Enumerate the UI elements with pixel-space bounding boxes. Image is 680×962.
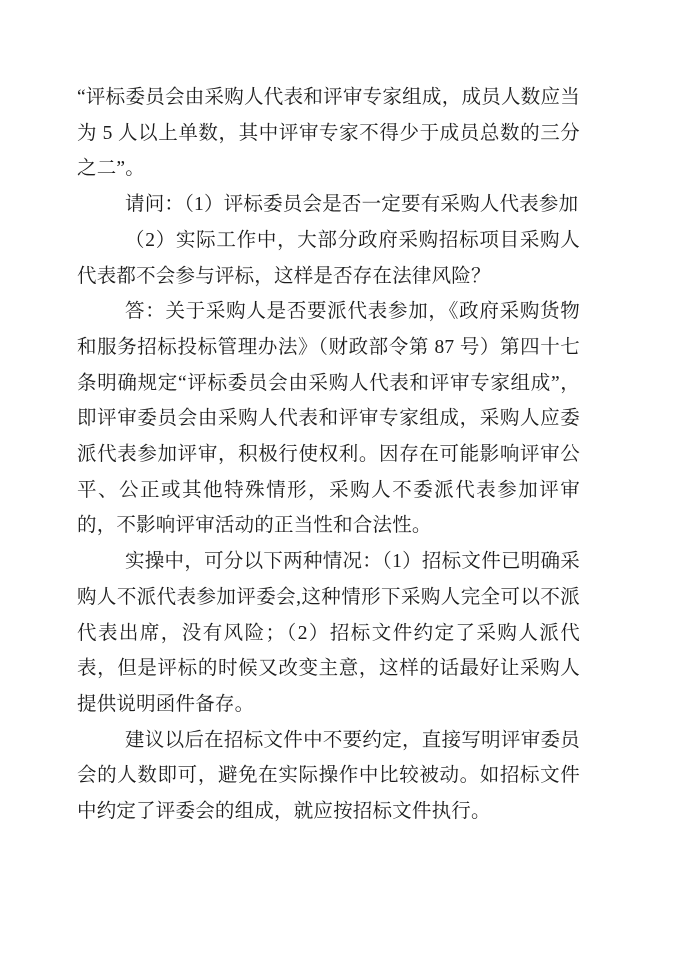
paragraph-recommendation: 建议以后在招标文件中不要约定，直接写明评审委员会的人数即可，避免在实际操作中比较被动。如招标文件中约定了评委会的组成，就应按招标文件执行。: [77, 729, 580, 823]
paragraph-answer: 答：关于采购人是否要派代表参加，《政府采购货物和服务招标投标管理办法》（财政部令第 87 号）第四十七条明确规定“评标委员会由采购人代表和评审专家组成”，即评审委员会由采购人代表和评审专家组成，采购人应委派代表参加评审，积极行使权利。因存在可能影响评审公平、公正或其他特殊情形，采购人不委派代表参加评审的，不影响评审活动的正当性和合法性。: [77, 301, 580, 537]
paragraph-quote-continuation: “评标委员会由采购人代表和评审专家组成，成员人数应当为 5 人以上单数，其中评审专家不得少于成员总数的三分之二”。: [77, 87, 580, 180]
paragraph-question-2: （2）实际工作中，大部分政府采购招标项目采购人代表都不会参与评标，这样是否存在法律风险？: [77, 229, 580, 287]
paragraph-practice-cases: 实操中，可分以下两种情况：（1）招标文件已明确采购人不派代表参加评委会,这种情形下采购人完全可以不派代表出席，没有风险；（2）招标文件约定了采购人派代表，但是评标的时候又改变主意，这样的话最好让采购人提供说明函件备存。: [77, 551, 580, 715]
document-text-block: [77, 80, 580, 830]
paragraph-question-1: 请问：（1）评标委员会是否一定要有采购人代表参加: [125, 194, 579, 216]
